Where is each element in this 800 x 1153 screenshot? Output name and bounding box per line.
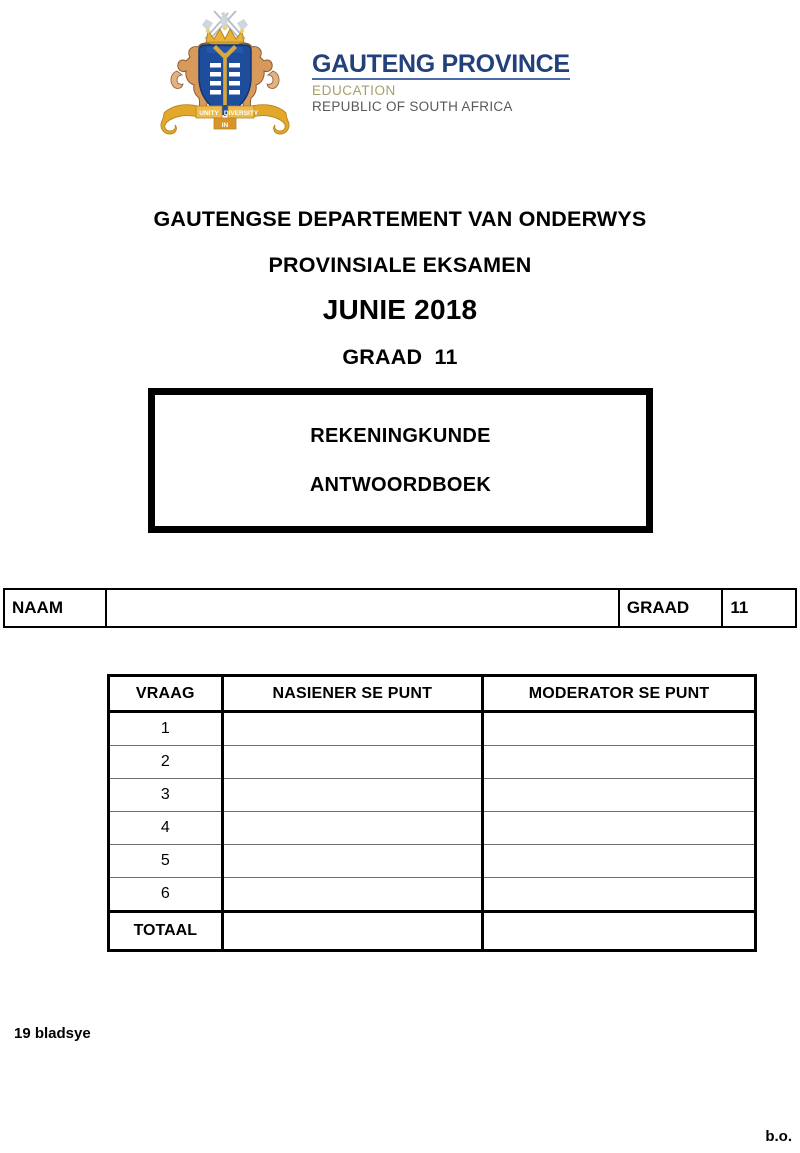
question-number: 3: [109, 779, 223, 812]
header-question: VRAAG: [109, 676, 223, 712]
page-count-note: 19 bladsye: [14, 1025, 91, 1042]
question-number: 5: [109, 845, 223, 878]
document-type: ANTWOORDBOEK: [309, 473, 492, 496]
question-number: 2: [109, 746, 223, 779]
moderator-mark-field[interactable]: [483, 845, 756, 878]
table-total-row: [109, 912, 756, 951]
motto-left-text: UNITY: [199, 110, 219, 117]
table-row: [109, 779, 756, 812]
moderator-mark-field[interactable]: [483, 712, 756, 746]
table-row: [109, 712, 756, 746]
candidate-info-row: [3, 588, 797, 628]
moderator-mark-field[interactable]: [483, 779, 756, 812]
subject-box: [148, 388, 653, 533]
table-row: [109, 746, 756, 779]
department-name: EDUCATION: [312, 83, 396, 99]
motto-right-text: DIVERSITY: [223, 110, 259, 117]
country-name: REPUBLIC OF SOUTH AFRICA: [312, 98, 513, 114]
marker-mark-field[interactable]: [222, 779, 483, 812]
moderator-mark-field[interactable]: [483, 878, 756, 912]
grade-value-field[interactable]: 11: [721, 588, 797, 628]
letterhead: [150, 8, 570, 138]
exam-heading: PROVINSIALE EKSAMEN: [268, 253, 532, 277]
name-input-field[interactable]: [105, 588, 620, 628]
total-moderator-field[interactable]: [483, 912, 756, 951]
turn-over-note: b.o.: [765, 1128, 792, 1145]
marks-summary-table: [107, 674, 757, 952]
moderator-mark-field[interactable]: [483, 746, 756, 779]
subject-name: REKENINGKUNDE: [310, 424, 491, 447]
marker-mark-field[interactable]: [222, 746, 483, 779]
marker-mark-field[interactable]: [222, 878, 483, 912]
gauteng-coat-of-arms-icon: [150, 9, 300, 137]
table-row: [109, 878, 756, 912]
grade-label: GRAAD: [618, 588, 724, 628]
department-heading: GAUTENGSE DEPARTEMENT VAN ONDERWYS: [153, 207, 647, 231]
name-label: NAAM: [3, 588, 107, 628]
moderator-mark-field[interactable]: [483, 812, 756, 845]
marker-mark-field[interactable]: [222, 845, 483, 878]
subject-box-inner: [153, 393, 648, 528]
month-year-heading: JUNIE 2018: [322, 294, 478, 325]
table-row: [109, 812, 756, 845]
table-row: [109, 845, 756, 878]
total-label: TOTAAL: [109, 912, 223, 951]
province-name: GAUTENG PROVINCE: [312, 51, 570, 80]
motto-center-text: IN: [221, 122, 229, 129]
total-marker-field[interactable]: [222, 912, 483, 951]
header-marker: NASIENER SE PUNT: [222, 676, 483, 712]
question-number: 6: [109, 878, 223, 912]
question-number: 1: [109, 712, 223, 746]
marker-mark-field[interactable]: [222, 812, 483, 845]
question-number: 4: [109, 812, 223, 845]
marker-mark-field[interactable]: [222, 712, 483, 746]
grade-heading: GRAAD 11: [342, 345, 458, 369]
table-header-row: [109, 676, 756, 712]
header-moderator: MODERATOR SE PUNT: [483, 676, 756, 712]
letterhead-text: [312, 31, 570, 115]
motto-ribbon: [161, 105, 289, 134]
